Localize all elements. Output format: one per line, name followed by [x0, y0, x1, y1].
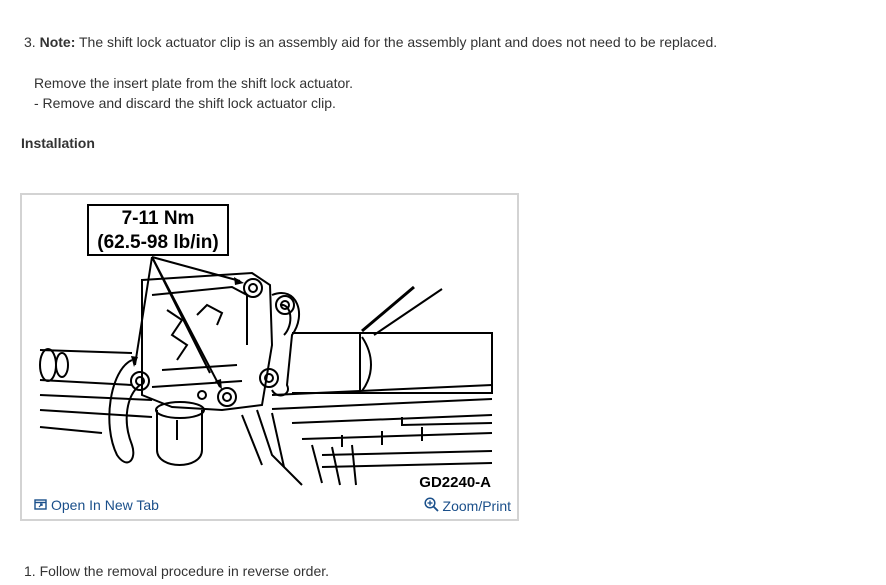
figure-container — [20, 193, 519, 521]
step-number: 3. — [24, 34, 36, 50]
instruction-remove-insert-plate: Remove the insert plate from the shift lock actuator. — [34, 75, 354, 91]
instruction-discard-clip: - Remove and discard the shift lock actuator clip. — [34, 95, 336, 111]
magnifier-plus-icon — [424, 497, 439, 515]
open-in-new-tab-icon — [34, 497, 47, 513]
torque-value-imperial: (62.5-98 lb/in) — [97, 232, 219, 253]
figure-code: GD2240-A — [419, 474, 491, 491]
step-1-text: 1. Follow the removal procedure in reverse order. — [24, 563, 330, 579]
open-in-new-tab-link[interactable] — [34, 497, 159, 513]
torque-value: 7-11 Nm — [121, 208, 195, 229]
zoom-print-label: Zoom/Print — [442, 498, 511, 514]
note-label: Note: — [39, 34, 76, 50]
note-text: The shift lock actuator clip is an assembly aid for the assembly plant and does not need to be replaced. — [75, 34, 718, 50]
shift-lock-actuator-diagram — [22, 195, 517, 493]
figure-link-bar — [22, 493, 517, 519]
installation-heading: Installation — [21, 135, 95, 151]
zoom-print-link[interactable] — [424, 497, 511, 515]
step-3-note — [24, 34, 717, 51]
open-in-new-tab-label: Open In New Tab — [51, 497, 159, 513]
